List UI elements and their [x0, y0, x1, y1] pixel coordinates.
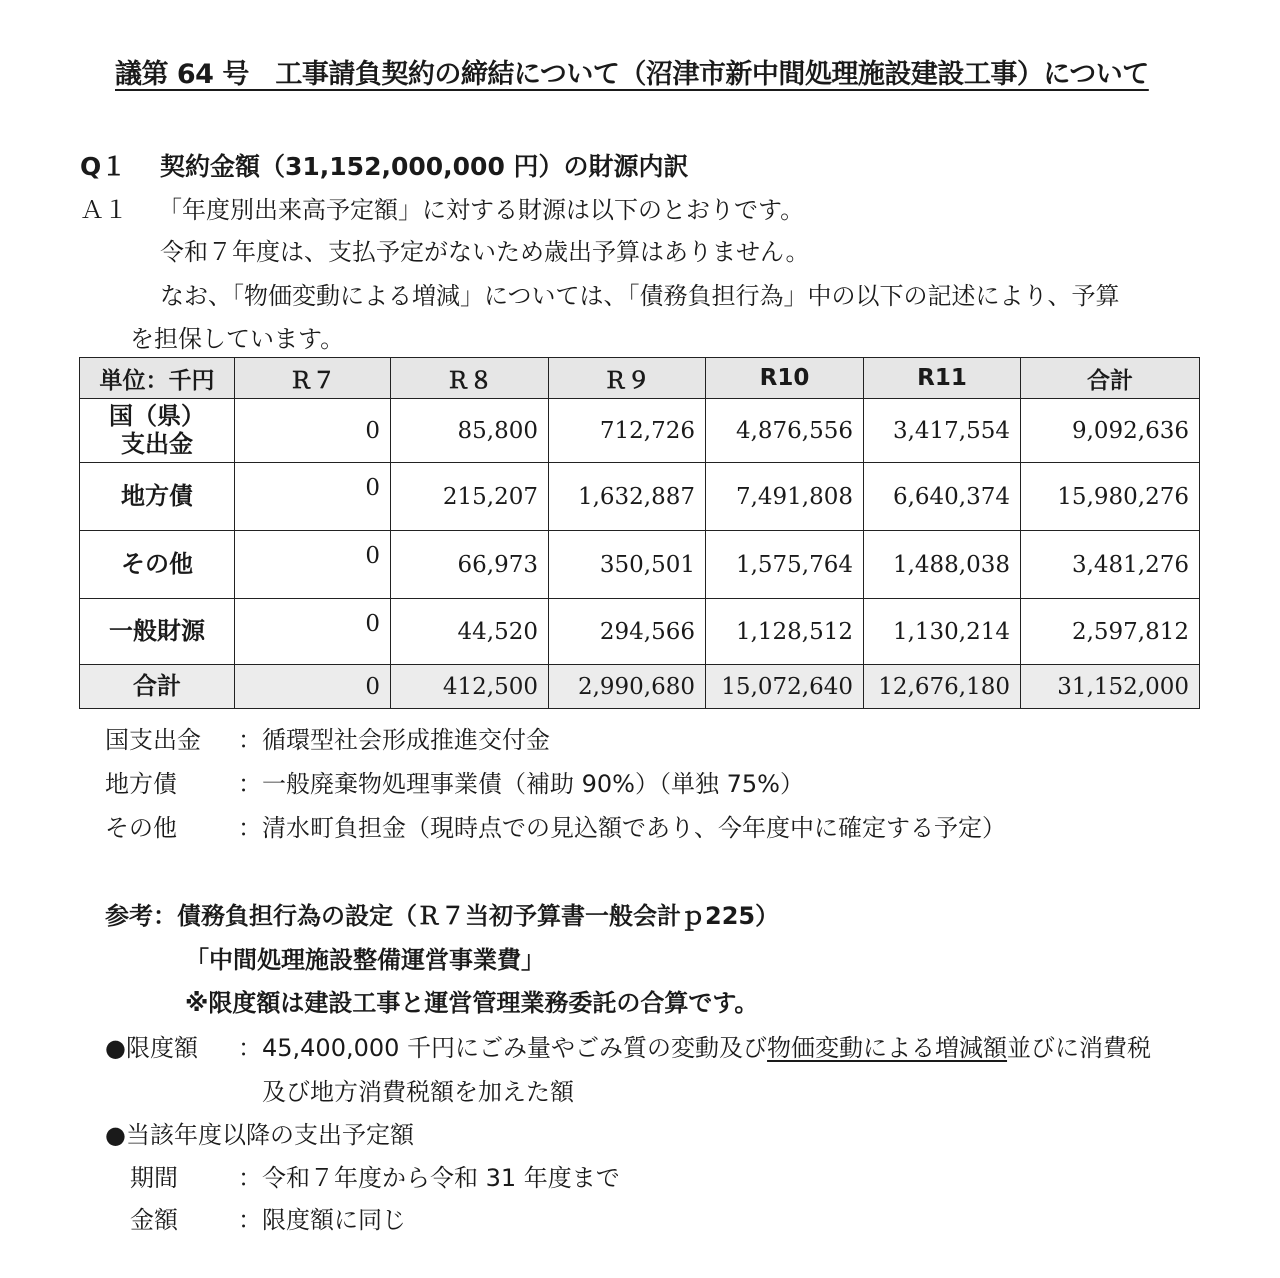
table-total-row	[80, 665, 1200, 709]
table-cell: 1,128,512	[706, 599, 864, 665]
amount-text: ：限度額に同じ	[238, 1206, 406, 1234]
table-cell: 12,676,180	[864, 665, 1021, 709]
limit-text-underlined: 物価変動による増減額	[767, 1034, 1008, 1062]
table-row	[80, 531, 1200, 599]
amount-label: 金額	[130, 1206, 178, 1234]
reference-heading: 参考：債務負担行為の設定（Ｒ７当初予算書一般会計ｐ225）	[105, 902, 780, 930]
answer-label: Ａ１	[80, 196, 128, 224]
table-cell: 15,072,640	[706, 665, 864, 709]
row-label: 合計	[80, 665, 235, 709]
note-label: その他	[105, 814, 177, 842]
answer-line-4: を担保しています。	[130, 325, 345, 353]
answer-line-3: なお、「物価変動による増減」については、「債務負担行為」中の以下の記述により、予算	[160, 282, 1120, 310]
note-text: ：循環型社会形成推進交付金	[238, 726, 550, 754]
note-text: ：一般廃棄物処理事業債（補助 90%）（単独 75%）	[238, 770, 804, 798]
row-label	[80, 399, 235, 463]
limit-label: ●限度額	[105, 1034, 198, 1062]
period-label: 期間	[130, 1164, 178, 1192]
table-cell: 0	[235, 399, 391, 463]
answer-line-2: 令和７年度は、支払予定がないため歳出予算はありません。	[160, 238, 810, 266]
table-cell: 2,597,812	[1021, 599, 1200, 665]
question-label: Q１	[80, 152, 127, 181]
table-cell: 15,980,276	[1021, 463, 1200, 531]
table-cell: 4,876,556	[706, 399, 864, 463]
table-cell: 0	[235, 463, 391, 531]
table-cell: 0	[235, 599, 391, 665]
table-cell: 9,092,636	[1021, 399, 1200, 463]
table-cell: 712,726	[549, 399, 706, 463]
table-header-row	[80, 358, 1200, 399]
column-header: Ｒ７	[235, 358, 391, 399]
table-row	[80, 399, 1200, 463]
column-header: Ｒ８	[391, 358, 549, 399]
limit-text-a: ：45,400,000 千円にごみ量やごみ質の変動及び	[238, 1034, 768, 1062]
answer-line-1: 「年度別出来高予定額」に対する財源は以下のとおりです。	[158, 196, 805, 224]
table-cell: 1,488,038	[864, 531, 1021, 599]
page-title: 議第 64 号 工事請負契約の締結について（沼津市新中間処理施設建設工事）について	[115, 59, 1149, 90]
note-text: ：清水町負担金（現時点での見込額であり、今年度中に確定する予定）	[238, 814, 1006, 842]
table-cell: 0	[235, 531, 391, 599]
column-header: Ｒ９	[549, 358, 706, 399]
table-cell: 294,566	[549, 599, 706, 665]
table-cell: 6,640,374	[864, 463, 1021, 531]
table-row	[80, 463, 1200, 531]
table-cell: 215,207	[391, 463, 549, 531]
table-cell: 2,990,680	[549, 665, 706, 709]
funding-table	[79, 357, 1200, 709]
row-label: その他	[80, 531, 235, 599]
table-row	[80, 599, 1200, 665]
row-label-line: 支出金	[121, 429, 193, 458]
limit-text	[238, 1028, 1151, 1063]
column-header: 合計	[1021, 358, 1200, 399]
table-cell: 1,575,764	[706, 531, 864, 599]
reference-project: 「中間処理施設整備運営事業費」	[185, 946, 545, 974]
limit-text-continued: 及び地方消費税額を加えた額	[262, 1078, 574, 1106]
column-header: 単位：千円	[80, 358, 235, 399]
table-cell: 3,481,276	[1021, 531, 1200, 599]
column-header: R11	[864, 358, 1021, 399]
table-cell: 350,501	[549, 531, 706, 599]
table-cell: 0	[235, 665, 391, 709]
table-cell: 44,520	[391, 599, 549, 665]
reference-note: ※限度額は建設工事と運営管理業務委託の合算です。	[185, 989, 759, 1017]
note-label: 地方債	[105, 770, 177, 798]
table-cell: 31,152,000	[1021, 665, 1200, 709]
table-cell: 1,632,887	[549, 463, 706, 531]
table-cell: 3,417,554	[864, 399, 1021, 463]
column-header: R10	[706, 358, 864, 399]
table-cell: 7,491,808	[706, 463, 864, 531]
table-cell: 1,130,214	[864, 599, 1021, 665]
table-cell: 85,800	[391, 399, 549, 463]
row-label: 地方債	[80, 463, 235, 531]
limit-text-b: 並びに消費税	[1007, 1034, 1152, 1062]
note-label: 国支出金	[105, 726, 201, 754]
question-text: 契約金額（31,152,000,000 円）の財源内訳	[160, 152, 689, 181]
table-cell: 66,973	[391, 531, 549, 599]
schedule-heading: ●当該年度以降の支出予定額	[105, 1121, 414, 1149]
table-cell: 412,500	[391, 665, 549, 709]
row-label-line: 国（県）	[109, 401, 205, 430]
row-label: 一般財源	[80, 599, 235, 665]
period-text: ：令和７年度から令和 31 年度まで	[238, 1164, 620, 1192]
